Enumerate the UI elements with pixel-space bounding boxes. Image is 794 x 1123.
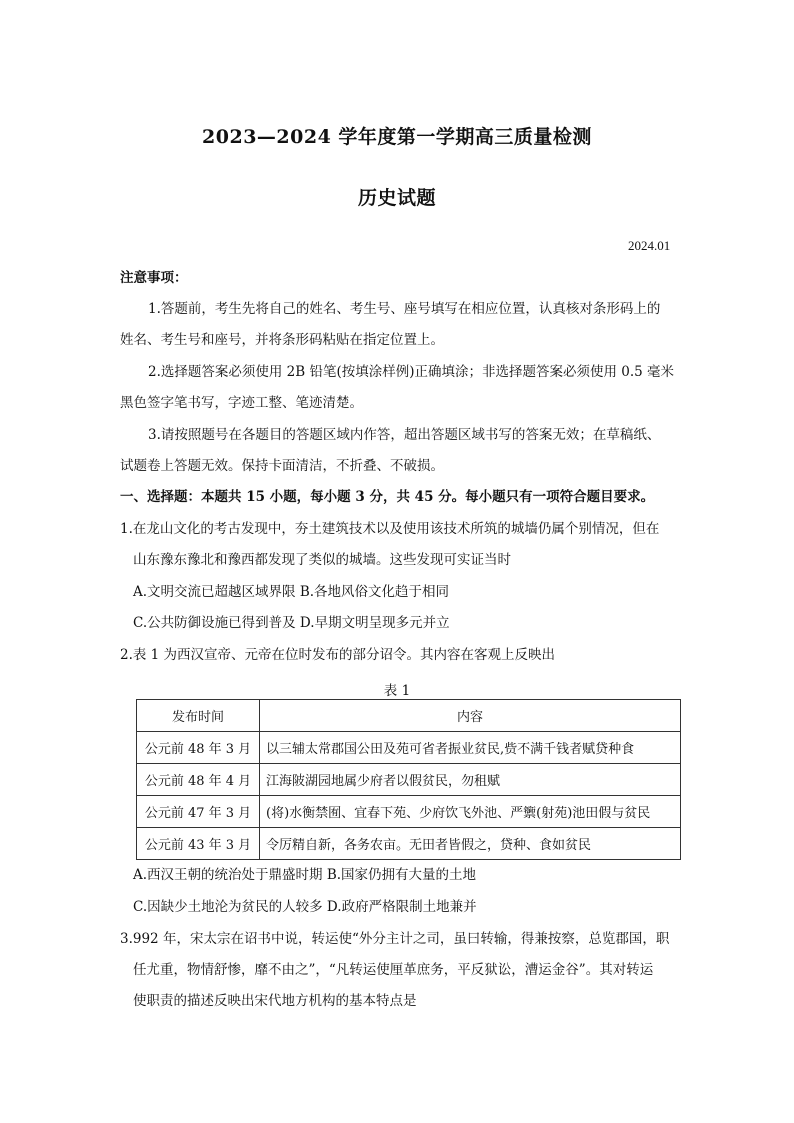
q2-stem: 2.表 1 为西汉宣帝、元帝在位时发布的部分诏令。其内容在客观上反映出 [120,647,556,663]
table-cell: 公元前 48 年 4 月 [137,764,260,796]
subject-title: 历史试题 [357,187,436,209]
exam-title: 2023—2024 学年度第一学期高三质量检测 [202,126,592,148]
notice-line: 3.请按照题号在各题目的答题区域内作答，超出答题区域书写的答案无效；在草稿纸、 [148,427,661,443]
q2-options: A.西汉王朝的统治处于鼎盛时期 B.国家仍拥有大量的土地 [133,867,477,883]
table-cell: 以三辅太常郡国公田及苑可省者振业贫民,赀不满千钱者赋贷种食 [260,732,681,764]
table-cell: 江海陂湖园地属少府者以假贫民，勿租赋 [260,764,681,796]
table-cell: 公元前 43 年 3 月 [137,828,260,860]
table-caption: 表 1 [383,683,411,699]
table-row [137,764,681,796]
section-heading: 一、选择题：本题共 15 小题，每小题 3 分，共 45 分。每小题只有一项符合题目要求。 [120,489,655,505]
table-cell: 公元前 47 年 3 月 [137,796,260,828]
exam-date: 2024.01 [628,238,671,253]
notice-line: 黑色签字笔书写，字迹工整、笔迹清楚。 [120,395,363,411]
table-row [137,732,681,764]
q1-stem: 山东豫东豫北和豫西都发现了类似的城墙。这些发现可实证当时 [133,552,511,568]
table-cell: 公元前 48 年 3 月 [137,732,260,764]
edict-table [136,699,681,860]
table-header-row [137,700,681,732]
notice-heading: 注意事项： [120,270,188,286]
table-row [137,828,681,860]
table-cell: 令厉精自新，各务农亩。无田者皆假之，贷种、食如贫民 [260,828,681,860]
q3-stem: 3.992 年，宋太宗在诏书中说，转运使“外分主计之司，虽曰转输，得兼按察，总览郡国，职 [120,931,670,947]
table-row [137,796,681,828]
notice-line: 1.答题前，考生先将自己的姓名、考生号、座号填写在相应位置，认真核对条形码上的 [148,301,661,317]
notice-line: 2.选择题答案必须使用 2B 铅笔(按填涂样例)正确填涂；非选择题答案必须使用 0.5 毫米 [148,364,675,380]
notice-line: 试题卷上答题无效。保持卡面清洁，不折叠、不破损。 [120,458,444,474]
table-cell: (将)水衡禁囿、宜春下苑、少府饮飞外池、严籞(射苑)池田假与贫民 [260,796,681,828]
table-header: 发布时间 [137,700,260,732]
q2-options: C.因缺少土地沦为贫民的人较多 D.政府严格限制土地兼并 [133,899,477,915]
notice-line: 姓名、考生号和座号，并将条形码粘贴在指定位置上。 [120,332,444,348]
q3-stem: 任尤重，物情舒惨，靡不由之”，“凡转运使厘革庶务，平反狱讼，漕运金谷”。其对转运 [133,962,654,978]
q1-options: A.文明交流已超越区域界限 B.各地风俗文化趋于相同 [133,584,450,600]
table-header: 内容 [260,700,681,732]
q1-stem: 1.在龙山文化的考古发现中，夯土建筑技术以及使用该技术所筑的城墙仍属个别情况，但在 [120,521,660,537]
q3-stem: 使职责的描述反映出宋代地方机构的基本特点是 [133,993,417,1009]
q1-options: C.公共防御设施已得到普及 D.早期文明呈现多元并立 [133,615,450,631]
